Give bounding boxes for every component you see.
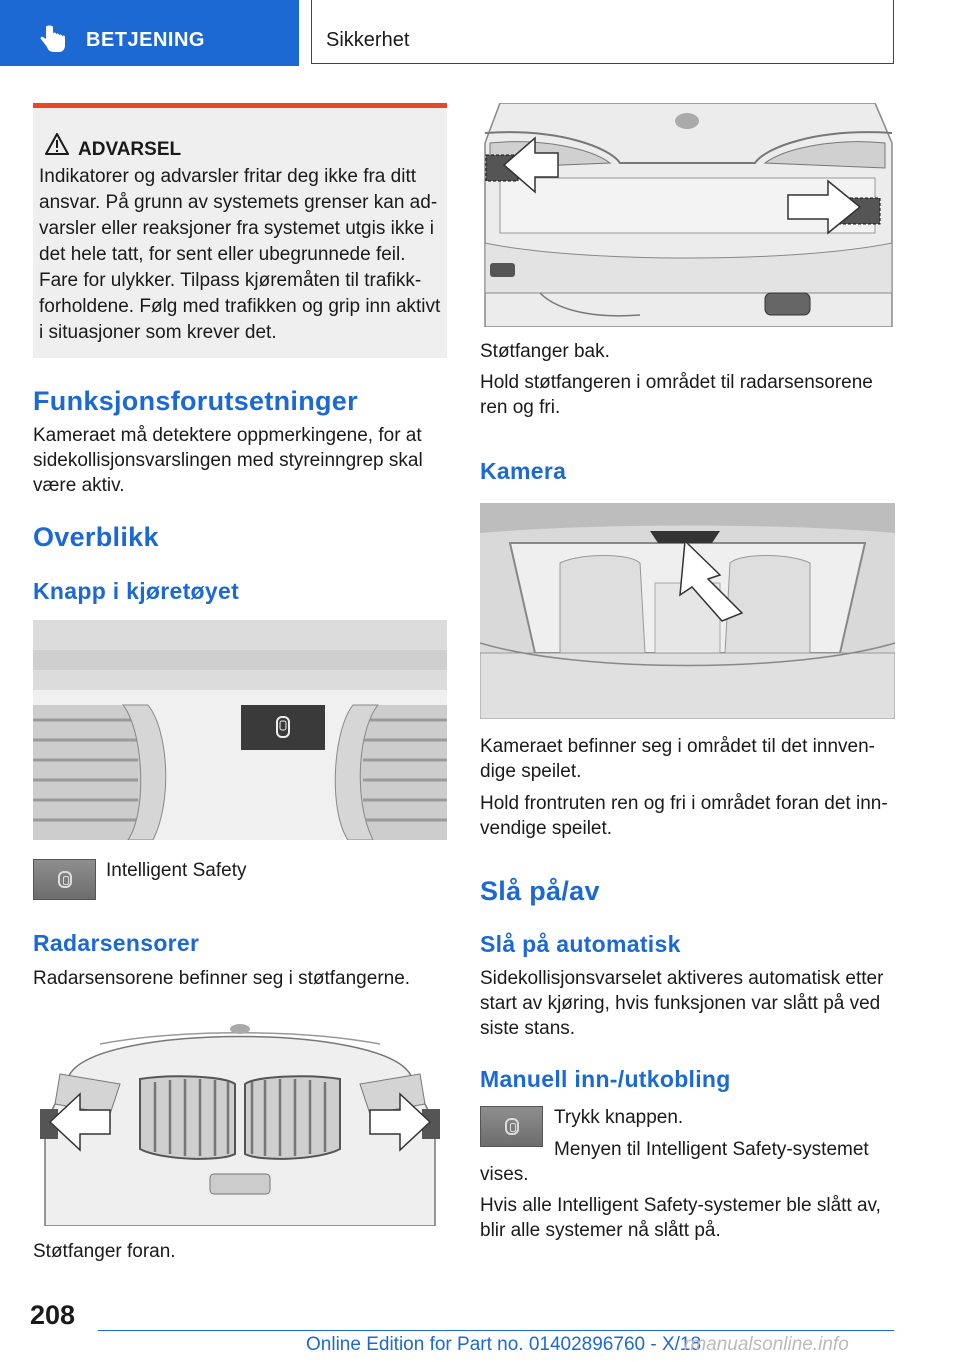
dashboard-button-illustration [33, 620, 447, 840]
camera-windshield-illustration [480, 503, 895, 719]
paragraph-camera-clean: Hold frontruten ren og fri i området foran det inn-vendige speilet. [480, 793, 888, 839]
front-bumper-illustration [40, 1004, 440, 1226]
footer-divider [98, 1330, 894, 1331]
paragraph-prerequisites: Kameraet må detektere oppmerkingene, for at sidekollisjonsvarslingen med styreinngrep skal være aktiv. [33, 425, 423, 496]
warning-triangle-icon [45, 133, 69, 155]
warning-title: ADVARSEL [78, 139, 182, 160]
heading-auto-on: Slå på automatisk [480, 931, 681, 957]
paragraph-rear: Hold støtfangeren i området til radarsensorene ren og fri. [480, 372, 873, 418]
chapter-label: Sikkerhet [326, 29, 410, 51]
intelligent-safety-button-icon [33, 859, 96, 900]
footer-edition: Online Edition for Part no. 01402896760 - X/18 [306, 1334, 702, 1355]
rear-bumper-illustration [480, 103, 895, 327]
heading-button-in-vehicle: Knapp i kjøretøyet [33, 578, 240, 604]
heading-on-off: Slå på/av [480, 876, 600, 906]
hand-pointer-icon [40, 25, 66, 53]
heading-camera: Kamera [480, 458, 567, 484]
button-caption: Intelligent Safety [106, 860, 247, 881]
paragraph-press-button: Trykk knappen. [554, 1107, 684, 1128]
paragraph-menu-shown: Menyen til Intelligent Safety-systemet vises. [480, 1139, 869, 1185]
warning-box [33, 103, 447, 358]
rear-bumper-caption: Støtfanger bak. [480, 341, 610, 362]
page-number: 208 [30, 1300, 76, 1330]
paragraph-radar: Radarsensorene befinner seg i støtfangerne. [33, 968, 411, 989]
front-bumper-caption: Støtfanger foran. [33, 1241, 176, 1262]
chapter-header [311, 0, 894, 64]
paragraph-all-systems: Hvis alle Intelligent Safety-systemer ble slått av, blir alle systemer nå slått på. [480, 1195, 881, 1241]
section-label: BETJENING [86, 29, 205, 51]
paragraph-camera-location: Kameraet befinner seg i området til det innven-dige speilet. [480, 736, 875, 782]
heading-radar-sensors: Radarsensorer [33, 930, 200, 956]
heading-manual: Manuell inn-/utkobling [480, 1066, 731, 1092]
paragraph-auto-on: Sidekollisjonsvarselet aktiveres automatisk etter start av kjøring, hvis funksjonen var slått på ved siste stans. [480, 968, 884, 1039]
section-tab[interactable] [0, 0, 299, 66]
footer-watermark: rmanualsonline.info [684, 1334, 849, 1355]
heading-prerequisites: Funksjonsforutsetninger [33, 386, 358, 416]
heading-overview: Overblikk [33, 522, 159, 552]
warning-body: Indikatorer og advarsler fritar deg ikke fra ditt ansvar. På grunn av systemets grenser kan ad-varsler eller reaksjoner fra systemet utgis ikke i det hele tatt, for sent eller ubegrunnede feil. Fare for ulykker. Tilpass kjøremåten til trafikk-forholdene. Følg med trafikken og grip inn aktivt i situasjoner som krever det. [39, 166, 441, 343]
